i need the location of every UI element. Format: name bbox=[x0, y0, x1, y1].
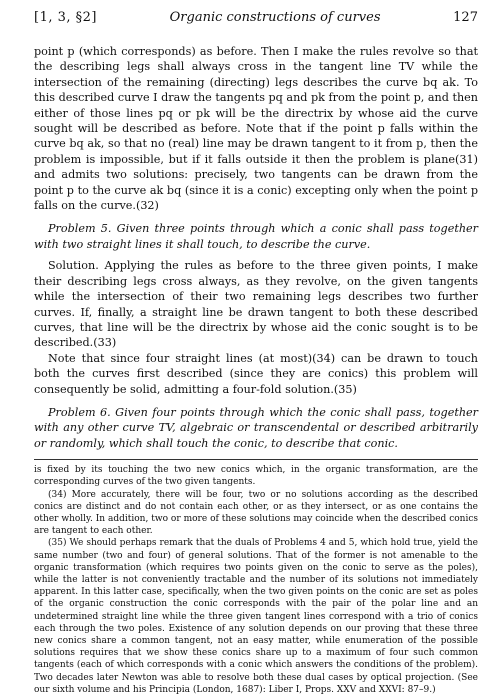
page-number: 127 bbox=[453, 10, 478, 25]
footnote-continuation: is fixed by its touching the two new conics which, in the organic transformation, are the corresponding curves of the two given tangents. bbox=[34, 465, 478, 488]
running-title: Organic constructions of curves bbox=[169, 10, 381, 25]
problem-6-statement: Problem 6. Given four points through which the conic shall pass, together with any other curve TV, algebraic or transcendental or described arbitrarily or randomly, which shall touch the conic, to describe that conic. bbox=[34, 405, 478, 450]
footnote-divider bbox=[34, 459, 478, 460]
running-header bbox=[34, 10, 478, 34]
problem-5-statement: Problem 5. Given three points through which a conic shall pass together with two straight lines it shall touch, to describe the curve. bbox=[34, 222, 478, 251]
section-reference: [1, 3, §2] bbox=[34, 10, 97, 25]
solution-paragraph: Solution. Applying the rules as before to the three given points, I make their describing legs cross always, as they revolve, on the given tangents while the intersection of their two remaining legs describes two further curves. If, finally, a straight line be drawn tangent to both these described curves, that line will be the directrix by whose aid the conic sought is to be described.(33) bbox=[34, 259, 478, 350]
body-paragraph: point p (which corresponds) as before. Then I make the rules revolve so that the describing legs shall always cross in the tangent line TV while the intersection of the remaining (directing) legs describes the curve bq ak. To this described curve I draw the tangents pq and pk from the point p, and then either of those lines pq or pk will be the directrix by whose aid the curve sought will be described as before. Note that if the point p falls within the curve bq ak, so that no (real) line may be drawn tangent to it from p, then the problem is impossible, but if it falls outside it then the problem is plane(31) and admits two solutions: precisely, two tangents can be drawn from the point p to the curve ak bq (since it is a conic) excepting only when the point p falls on the curve.(32) bbox=[34, 45, 478, 213]
footnote-35: (35) We should perhaps remark that the duals of Problems 4 and 5, which hold true, yield the same number (two and four) of general solutions. That of the former is not amenable to the organic transformation (which requires two points given on the conic to serve as the poles), while the latter is not conveniently tractable and the number of its solutions not immediately apparent. In this latter case, specifically, when the two given points on the conic are set as poles of the organic construction the conic corresponds with the pair of the polar line and an undetermined straight line while the three given tangent lines correspond with a trio of conics each through the two poles. Existence of any solution depends on our proving that these three new conics share a common tangent, not an easy matter, while enumeration of the possible solutions requires that we show these conics share up to a maximum of four such common tangents (each of which corresponds with a conic which answers the conditions of the problem). Two decades later Newton was able to resolve both these dual cases by optical projection. (See our sixth volume and his Principia (London, 1687): Liber I, Props. XXV and XXVI: 87–9.) bbox=[34, 538, 478, 695]
footnotes bbox=[34, 464, 478, 696]
note-paragraph: Note that since four straight lines (at most)(34) can be drawn to touch both the curves first described (since they are conics) this problem will consequently be solid, admitting a four-fold solution.(35) bbox=[34, 351, 478, 396]
main-text bbox=[34, 44, 478, 451]
footnote-34: (34) More accurately, there will be four, two or no solutions according as the described conics are distinct and do not contain each other, or as they intersect, or as one contains the other wholly. In addition, two or more of these solutions may coincide when the described conics are tangent to each other. bbox=[34, 489, 478, 537]
